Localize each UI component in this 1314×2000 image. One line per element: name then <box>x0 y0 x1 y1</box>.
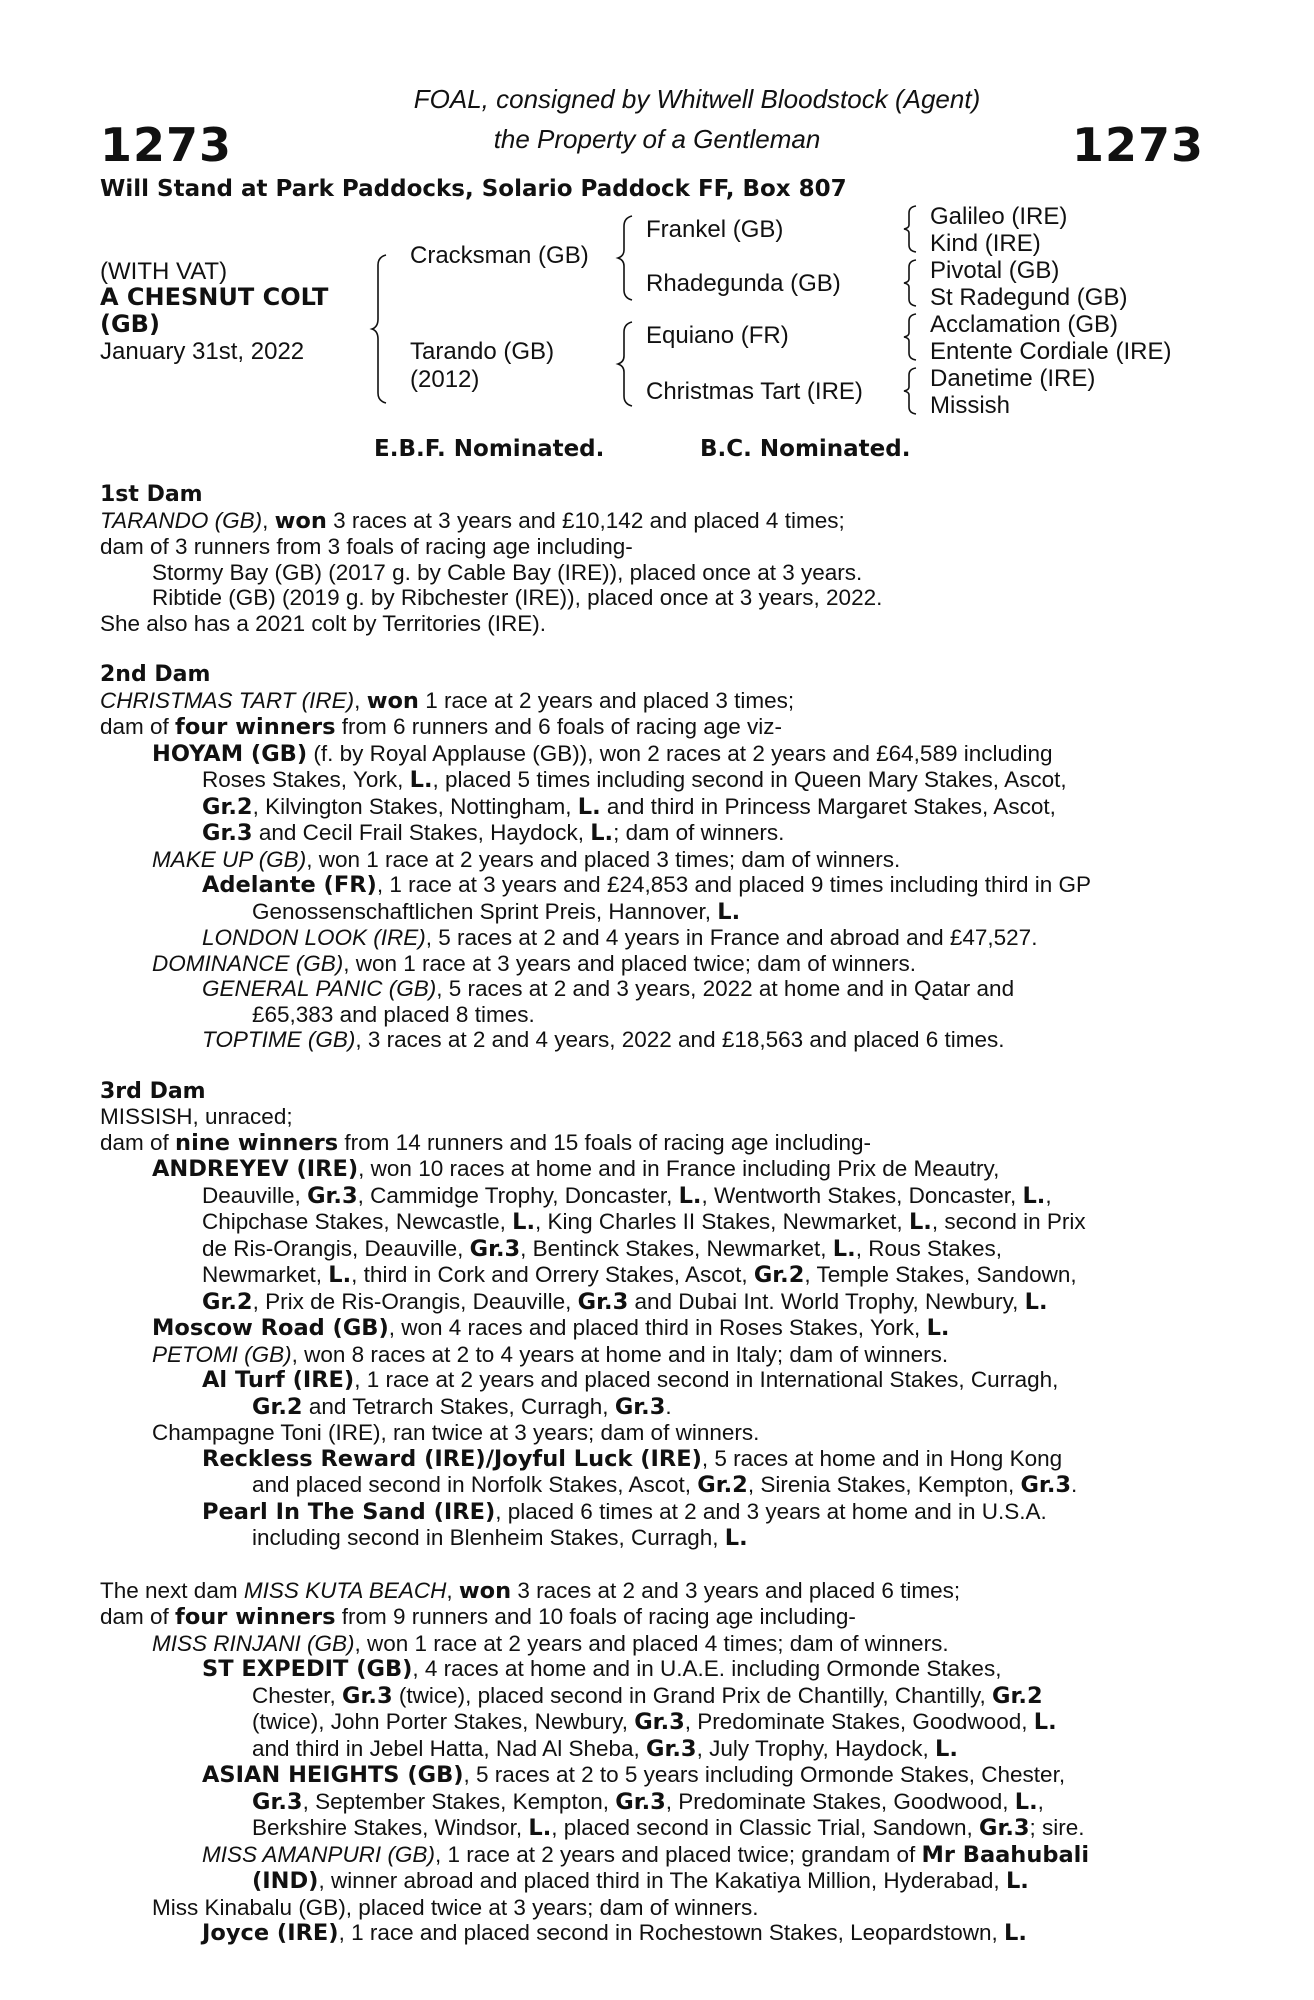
record-line <box>100 585 1204 611</box>
italic-text: MISS AMANPURI (GB) <box>202 1841 435 1867</box>
bold-text: L. <box>724 1525 748 1551</box>
bold-text: Gr.2 <box>753 1262 805 1288</box>
text: , July Trophy, Haydock, <box>696 1735 936 1761</box>
bold-text: Gr.3 <box>252 1788 303 1815</box>
text: and Dubai Int. World Trophy, Newbury, <box>628 1288 1025 1314</box>
bold-text: Mr Baahubali <box>921 1841 1090 1868</box>
consignor-line: FOAL, consigned by Whitwell Bloodstock (Agent) <box>413 84 981 114</box>
text: , Kilvington Stakes, Nottingham, <box>252 793 578 819</box>
bold-text: L. <box>678 1182 702 1209</box>
italic-text: PETOMI (GB) <box>152 1341 292 1367</box>
record-line <box>100 1342 1204 1368</box>
italic-text: CHRISTMAS TART (IRE) <box>100 687 355 713</box>
sire-dam-name: Rhadegunda (GB) <box>646 270 841 297</box>
text: dam of <box>100 1129 176 1155</box>
record-line <box>100 872 1204 899</box>
text: , <box>262 507 275 533</box>
horse-name: A CHESNUT COLT <box>100 283 329 311</box>
bold-text: Moscow Road (GB) <box>152 1315 389 1341</box>
record-line <box>100 560 1204 586</box>
bold-text: L. <box>512 1209 536 1235</box>
text: (twice), John Porter Stakes, Newbury, <box>252 1709 635 1734</box>
bold-text: nine winners <box>175 1129 339 1156</box>
text: Stormy Bay (GB) (2017 g. by Cable Bay (IRE)), placed once at 3 years. <box>152 559 863 585</box>
bold-text: Gr.3 <box>978 1815 1030 1841</box>
bold-text: Adelante (FR) <box>202 872 377 898</box>
text: , <box>446 1577 459 1603</box>
text: and Cecil Frail Stakes, Haydock, <box>252 820 591 845</box>
record-line <box>100 1262 1204 1289</box>
text: Roses Stakes, York, <box>202 767 410 792</box>
bold-text: L. <box>1024 1288 1048 1315</box>
bold-text: Gr.3 <box>1020 1472 1072 1498</box>
record-line <box>100 741 1204 768</box>
granddam-kind: Kind (IRE) <box>930 230 1041 257</box>
text: , won 1 race at 2 years and placed 3 times; dam of winners. <box>306 846 901 872</box>
text: and Tetrarch Stakes, Curragh, <box>302 1393 615 1419</box>
stand-location: Will Stand at Park Paddocks, Solario Paddock FF, Box 807 <box>100 176 847 202</box>
text: , 1 race at 2 years and placed second in International Stakes, Curragh, <box>354 1367 1059 1392</box>
bold-text: ST EXPEDIT (GB) <box>202 1656 413 1682</box>
italic-text: LONDON LOOK (IRE) <box>202 925 426 950</box>
catalogue-body <box>100 482 1204 1947</box>
text: , 5 races at 2 and 3 years, 2022 at home and in Qatar and <box>436 976 1015 1001</box>
text: from 6 runners and 6 foals of racing age viz- <box>335 714 783 739</box>
pedigree-bracket <box>904 314 918 360</box>
bold-text: won <box>458 1577 512 1604</box>
bold-text: L. <box>590 820 614 846</box>
bold-text: L. <box>832 1235 856 1262</box>
text: including second in Blenheim Stakes, Curragh, <box>252 1525 725 1550</box>
record-line <box>100 1130 1204 1157</box>
record-line <box>100 1604 1204 1631</box>
bold-text: Gr.2 <box>202 793 253 820</box>
record-line <box>100 1578 1204 1605</box>
record-line <box>100 1394 1204 1421</box>
text: , placed 6 times at 2 and 3 years at home and in U.S.A. <box>495 1498 1047 1524</box>
bold-text: L. <box>1033 1709 1057 1735</box>
record-line <box>100 820 1204 847</box>
bc-nomination: B.C. Nominated. <box>700 436 911 462</box>
text: , Temple Stakes, Sandown, <box>804 1262 1077 1287</box>
bold-text: Gr.2 <box>697 1472 748 1498</box>
italic-text: MISS RINJANI (GB) <box>152 1630 355 1656</box>
text: ; dam of winners. <box>613 820 785 845</box>
record-line <box>100 1104 1204 1130</box>
text: 1 race at 2 years and placed 3 times; <box>418 687 795 713</box>
bold-text: L. <box>926 1315 950 1341</box>
text: Deauville, <box>202 1182 308 1208</box>
bold-text: ANDREYEV (IRE) <box>152 1156 359 1182</box>
text: , placed second in Classic Trial, Sandown, <box>551 1815 979 1840</box>
foaling-date: January 31st, 2022 <box>100 338 305 365</box>
section-heading: 1st Dam <box>100 482 203 507</box>
text: , third in Cork and Orrery Stakes, Ascot, <box>351 1262 754 1287</box>
bold-text: Gr.3 <box>634 1709 685 1735</box>
text: , Bentinck Stakes, Newmarket, <box>520 1235 833 1261</box>
text: Newmarket, <box>202 1262 329 1287</box>
italic-text: TARANDO (GB) <box>100 507 263 533</box>
record-line <box>100 951 1204 977</box>
record-line <box>100 1762 1204 1789</box>
bold-text: won <box>274 507 327 534</box>
bold-text: four winners <box>175 714 336 740</box>
record-line <box>100 1656 1204 1683</box>
text: Champagne Toni (IRE), ran twice at 3 years; dam of winners. <box>152 1420 760 1445</box>
grandsire-galileo: Galileo (IRE) <box>930 203 1068 230</box>
bold-text: L. <box>1014 1788 1038 1815</box>
bold-text: L. <box>1005 1868 1029 1894</box>
record-line <box>100 1842 1204 1869</box>
bold-text: (IND) <box>252 1868 319 1894</box>
dam-section <box>100 662 1204 1053</box>
record-line <box>100 1920 1204 1947</box>
italic-text: TOPTIME (GB) <box>202 1027 356 1052</box>
bold-text: L. <box>328 1262 352 1288</box>
bold-text: L. <box>528 1815 552 1841</box>
record-line <box>100 1736 1204 1763</box>
text: , September Stakes, Kempton, <box>302 1788 616 1814</box>
bold-text: Gr.2 <box>202 1288 253 1315</box>
bold-text: L. <box>717 898 741 925</box>
text: dam of <box>100 714 176 739</box>
bold-text: L. <box>935 1735 958 1762</box>
dam-year: (2012) <box>410 366 480 393</box>
record-line <box>100 1499 1204 1526</box>
pedigree-bracket <box>618 322 634 406</box>
vat-note: (WITH VAT) <box>100 258 228 285</box>
dam-section <box>100 1578 1204 1947</box>
record-line <box>100 1709 1204 1736</box>
text: . <box>665 1393 672 1419</box>
bold-text: Gr.3 <box>615 1788 666 1815</box>
record-line <box>100 1631 1204 1657</box>
ebf-nomination: E.B.F. Nominated. <box>374 436 605 462</box>
pedigree-bracket <box>904 368 918 414</box>
text: £65,383 and placed 8 times. <box>252 1001 535 1027</box>
text: de Ris-Orangis, Deauville, <box>202 1235 470 1261</box>
record-line <box>100 1367 1204 1394</box>
text: , 1 race at 2 years and placed twice; grandam of <box>434 1841 922 1867</box>
text: Chester, <box>252 1682 343 1708</box>
text: , Wentworth Stakes, Doncaster, <box>701 1182 1023 1208</box>
bold-text: Gr.3 <box>342 1682 393 1709</box>
dam-sire-name: Equiano (FR) <box>646 322 789 349</box>
record-line <box>100 714 1204 741</box>
text: , placed 5 times including second in Queen Mary Stakes, Ascot, <box>432 767 1067 792</box>
text: Ribtide (GB) (2019 g. by Ribchester (IRE)), placed once at 3 years, 2022. <box>152 585 883 610</box>
record-line <box>100 1789 1204 1816</box>
dam-dam-name: Christmas Tart (IRE) <box>646 378 863 405</box>
text: , won 10 races at home and in France including Prix de Meautry, <box>358 1156 1000 1181</box>
record-line <box>100 1315 1204 1342</box>
text: and placed second in Norfolk Stakes, Ascot, <box>252 1472 698 1497</box>
lot-number-left: 1273 <box>100 118 233 172</box>
bold-text: Gr.3 <box>307 1182 358 1209</box>
record-line <box>100 899 1204 926</box>
text: , <box>354 687 367 713</box>
section-heading: 3rd Dam <box>100 1078 206 1104</box>
bold-text: Gr.3 <box>646 1735 697 1762</box>
record-line <box>100 1236 1204 1263</box>
granddam-st-radegund: St Radegund (GB) <box>930 284 1128 311</box>
record-line <box>100 1156 1204 1183</box>
italic-text: MISS KUTA BEACH <box>243 1577 447 1603</box>
italic-text: DOMINANCE (GB) <box>152 950 344 976</box>
record-line <box>100 534 1204 560</box>
text: , 4 races at home and in U.A.E. including Ormonde Stakes, <box>412 1656 1002 1681</box>
record-line <box>100 611 1204 637</box>
record-line <box>100 1868 1204 1895</box>
text: , Cammidge Trophy, Doncaster, <box>357 1182 679 1208</box>
text: Chipchase Stakes, Newcastle, <box>202 1209 513 1234</box>
dam-section <box>100 1079 1204 1552</box>
text: , <box>1045 1182 1052 1208</box>
record-line <box>100 1472 1204 1499</box>
text: ; sire. <box>1029 1815 1085 1840</box>
bold-text: L. <box>908 1209 932 1235</box>
text: , Prix de Ris-Orangis, Deauville, <box>252 1288 578 1314</box>
text: , Sirenia Stakes, Kempton, <box>747 1472 1021 1497</box>
text: (f. by Royal Applause (GB)), won 2 races at 2 years and £64,589 including <box>307 740 1053 766</box>
text: 3 races at 3 years and £10,142 and placed 4 times; <box>326 507 845 533</box>
record-line <box>100 1525 1204 1552</box>
text: MISSISH, unraced; <box>100 1104 293 1129</box>
bold-text: L. <box>1003 1920 1027 1946</box>
text: , winner abroad and placed third in The Kakatiya Million, Hyderabad, <box>318 1868 1006 1893</box>
pedigree-bracket <box>372 255 388 405</box>
bold-text: L. <box>1022 1182 1046 1209</box>
text: , won 1 race at 3 years and placed twice; dam of winners. <box>343 950 917 976</box>
bold-text: L. <box>577 793 601 820</box>
record-line <box>100 1420 1204 1446</box>
bold-text: Gr.3 <box>469 1235 521 1262</box>
record-line <box>100 794 1204 821</box>
section-heading: 2nd Dam <box>100 662 211 687</box>
text: , 5 races at 2 and 4 years in France and abroad and £47,527. <box>425 925 1038 950</box>
record-line <box>100 1446 1204 1473</box>
text: , won 4 races and placed third in Roses Stakes, York, <box>388 1315 927 1340</box>
record-line <box>100 976 1204 1002</box>
grandsire-acclamation: Acclamation (GB) <box>930 311 1119 338</box>
bold-text: four winners <box>175 1604 336 1630</box>
text: , Predominate Stakes, Goodwood, <box>665 1788 1015 1814</box>
bold-text: Gr.2 <box>992 1682 1043 1709</box>
bold-text: Reckless Reward (IRE)/Joyful Luck (IRE) <box>202 1445 702 1472</box>
dam-name: Tarando (GB) <box>410 338 555 365</box>
record-line <box>100 1289 1204 1316</box>
granddam-missish: Missish <box>930 392 1011 419</box>
text: , won 8 races at 2 to 4 years at home and in Italy; dam of winners. <box>291 1341 949 1367</box>
sire-name: Cracksman (GB) <box>410 242 589 269</box>
bold-text: L. <box>409 767 433 793</box>
text: , 3 races at 2 and 4 years, 2022 and £18,563 and placed 6 times. <box>355 1027 1005 1052</box>
text: , 5 races at 2 to 5 years including Ormonde Stakes, Chester, <box>463 1762 1066 1787</box>
bold-text: Gr.2 <box>252 1393 303 1420</box>
text: , second in Prix <box>931 1209 1086 1234</box>
record-line <box>100 1209 1204 1236</box>
text: , 1 race at 3 years and £24,853 and placed 9 times including third in GP <box>376 872 1092 897</box>
record-line <box>100 847 1204 873</box>
horse-name-origin: (GB) <box>100 310 160 338</box>
text: She also has a 2021 colt by Territories (IRE). <box>100 610 547 636</box>
bold-text: Pearl In The Sand (IRE) <box>202 1498 496 1525</box>
grandsire-danetime: Danetime (IRE) <box>930 365 1096 392</box>
text: , Predominate Stakes, Goodwood, <box>684 1709 1034 1734</box>
record-line <box>100 1815 1204 1842</box>
text: Genossenschaftlichen Sprint Preis, Hannover, <box>252 898 718 924</box>
text: and third in Princess Margaret Stakes, Ascot, <box>600 793 1056 819</box>
text: 3 races at 2 and 3 years and placed 6 times; <box>511 1577 961 1603</box>
bold-text: HOYAM (GB) <box>152 740 308 767</box>
record-line <box>100 1183 1204 1210</box>
pedigree-bracket <box>904 206 918 252</box>
text: . <box>1071 1472 1078 1497</box>
text: Berkshire Stakes, Windsor, <box>252 1815 529 1840</box>
sire-sire-name: Frankel (GB) <box>646 216 784 243</box>
italic-text: MAKE UP (GB) <box>152 846 307 872</box>
text: dam of 3 runners from 3 foals of racing age including- <box>100 534 633 559</box>
record-line <box>100 1027 1204 1053</box>
record-line <box>100 1895 1204 1921</box>
bold-text: ASIAN HEIGHTS (GB) <box>202 1762 464 1788</box>
property-line: the Property of a Gentleman <box>493 124 821 154</box>
text: , won 1 race at 2 years and placed 4 times; dam of winners. <box>354 1630 949 1656</box>
record-line <box>100 1002 1204 1028</box>
bold-text: Joyce (IRE) <box>202 1920 339 1946</box>
text: and third in Jebel Hatta, Nad Al Sheba, <box>252 1735 647 1761</box>
text: (twice), placed second in Grand Prix de Chantilly, Chantilly, <box>392 1682 993 1708</box>
text: dam of <box>100 1604 176 1629</box>
dam-section <box>100 482 1204 636</box>
text: Miss Kinabalu (GB), placed twice at 3 years; dam of winners. <box>152 1894 759 1920</box>
text: , <box>1037 1788 1044 1814</box>
text: from 9 runners and 10 foals of racing age including- <box>335 1604 856 1629</box>
record-line <box>100 767 1204 794</box>
record-line <box>100 1683 1204 1710</box>
granddam-entente-cordiale: Entente Cordiale (IRE) <box>930 338 1172 365</box>
record-line <box>100 508 1204 535</box>
bold-text: Gr.3 <box>614 1393 666 1420</box>
bold-text: Gr.3 <box>202 820 253 846</box>
text: , Rous Stakes, <box>855 1235 1003 1261</box>
record-line <box>100 925 1204 951</box>
italic-text: GENERAL PANIC (GB) <box>202 976 437 1001</box>
text: The next dam <box>100 1577 244 1603</box>
pedigree-bracket <box>618 216 634 300</box>
bold-text: won <box>366 687 419 714</box>
pedigree-bracket <box>904 260 918 306</box>
text: from 14 runners and 15 foals of racing age including- <box>338 1129 871 1155</box>
text: , 1 race and placed second in Rochestown Stakes, Leopardstown, <box>338 1920 1004 1945</box>
grandsire-pivotal: Pivotal (GB) <box>930 257 1060 284</box>
text: , 5 races at home and in Hong Kong <box>701 1445 1063 1471</box>
text: , King Charles II Stakes, Newmarket, <box>535 1209 909 1234</box>
lot-number-right: 1273 <box>1071 118 1204 172</box>
bold-text: Gr.3 <box>577 1288 629 1315</box>
record-line <box>100 688 1204 715</box>
bold-text: Al Turf (IRE) <box>202 1367 355 1393</box>
